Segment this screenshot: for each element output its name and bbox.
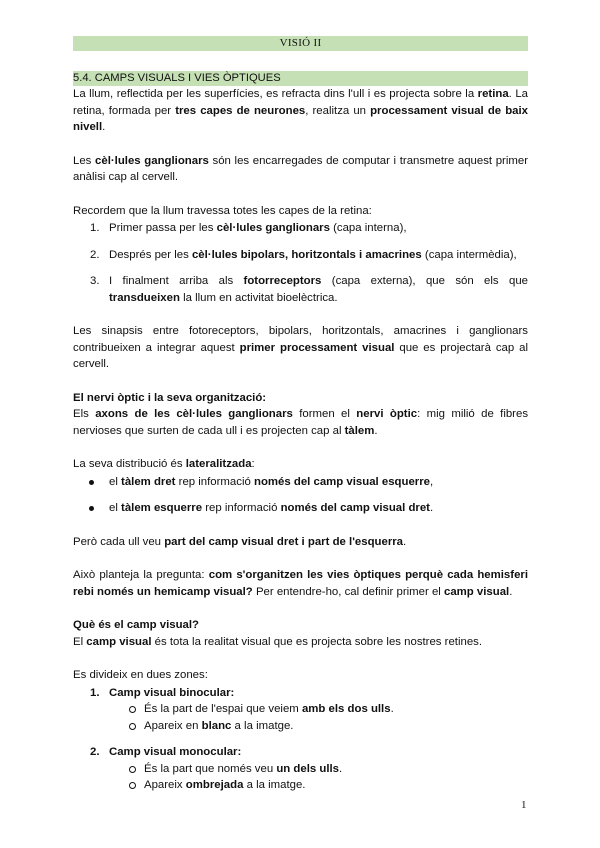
list-item-text: el tàlem dret rep informació només del camp visual esquerre, bbox=[109, 475, 434, 488]
page-title: VISIÓ II bbox=[73, 36, 528, 51]
sub-list-item bbox=[73, 701, 528, 718]
list-item bbox=[73, 500, 528, 517]
subheading-nervi-optic: El nervi òptic i la seva organització: bbox=[73, 391, 267, 404]
section-heading: 5.4. CAMPS VISUALS I VIES ÒPTIQUES bbox=[73, 71, 528, 86]
lateralization-list bbox=[73, 474, 528, 517]
bullet-icon bbox=[89, 480, 94, 485]
paragraph-cada-ull: Però cada ull veu part del camp visual dret i part de l'esquerra. bbox=[73, 535, 407, 548]
list-item-text: Primer passa per les cèl·lules ganglionars (capa interna), bbox=[109, 222, 407, 234]
paragraph-recordem: Recordem que la llum travessa totes les capes de la retina: bbox=[73, 204, 372, 217]
list-number: 3. bbox=[90, 275, 100, 287]
list-item bbox=[73, 247, 528, 264]
list-number: 2. bbox=[90, 248, 100, 261]
sub-list-item bbox=[73, 777, 528, 794]
list-number: 1. bbox=[90, 222, 100, 234]
sub-list-text: És la part de l'espai que veiem amb els dos ulls. bbox=[144, 703, 394, 715]
paragraph-camp-visual: El camp visual és tota la realitat visual que es projecta sobre les nostres retines. bbox=[73, 635, 483, 648]
paragraph-distribucio: La seva distribució és lateralitzada: bbox=[73, 458, 255, 470]
paragraph-nervi-optic: Els axons de les cèl·lules ganglionars formen el nervi òptic: mig milió de fibres nervioses que surten de cada ull i es projecten cap al tàlem. bbox=[73, 408, 529, 437]
paragraph-sinapsis: Les sinapsis entre fotoreceptors, bipolars, horitzontals, amacrines i ganglionars contribueixen a integrar aquest primer processament visual que es projectarà cap al cervell. bbox=[73, 325, 528, 370]
list-item-text: Després per les cèl·lules bipolars, horitzontals i amacrines (capa intermèdia), bbox=[109, 248, 517, 261]
retina-layers-list bbox=[73, 220, 528, 306]
hollow-bullet-icon bbox=[129, 766, 136, 773]
list-item bbox=[73, 273, 528, 306]
hollow-bullet-icon bbox=[129, 706, 136, 713]
zone-binocular bbox=[73, 685, 528, 735]
sub-list-text: Apareix en blanc a la imatge. bbox=[144, 719, 294, 732]
list-item bbox=[73, 474, 528, 491]
document-page bbox=[73, 36, 528, 794]
zone-heading: 2. Camp visual monocular: bbox=[90, 746, 242, 758]
paragraph-ganglionars: Les cèl·lules ganglionars són les encarregades de computar i transmetre aquest primer anàlisi cap al cervell. bbox=[73, 154, 528, 183]
sub-list-item bbox=[73, 718, 528, 735]
bullet-icon bbox=[89, 506, 94, 511]
list-item-text: el tàlem esquerre rep informació només del camp visual dret. bbox=[109, 502, 434, 514]
list-item-text: I finalment arriba als fotorreceptors (capa externa), que són els que transdueixen la llum en activitat bioelèctrica. bbox=[109, 275, 528, 304]
subheading-camp-visual: Què és el camp visual? bbox=[73, 619, 199, 631]
sub-list-item bbox=[73, 761, 528, 778]
paragraph-pregunta: Això planteja la pregunta: com s'organitzen les vies òptiques perquè cada hemisferi rebi només un hemicamp visual? Per entendre-ho, cal definir primer el camp visual. bbox=[73, 569, 528, 598]
paragraph-zones-intro: Es divideix en dues zones: bbox=[73, 669, 208, 681]
zone-monocular bbox=[73, 744, 528, 794]
hollow-bullet-icon bbox=[129, 723, 136, 730]
hollow-bullet-icon bbox=[129, 782, 136, 789]
zone-heading: 1. Camp visual binocular: bbox=[90, 686, 235, 699]
page-number: 1 bbox=[521, 799, 527, 811]
sub-list-text: És la part que només veu un dels ulls. bbox=[144, 762, 343, 775]
list-item bbox=[73, 220, 528, 237]
paragraph-retina: La llum, reflectida per les superfícies, es refracta dins l'ull i es projecta sobre la retina. La retina, formada per tres capes de neurones, realitza un processament visual de baix nivell. bbox=[73, 88, 528, 133]
sub-list-text: Apareix ombrejada a la imatge. bbox=[144, 779, 306, 791]
